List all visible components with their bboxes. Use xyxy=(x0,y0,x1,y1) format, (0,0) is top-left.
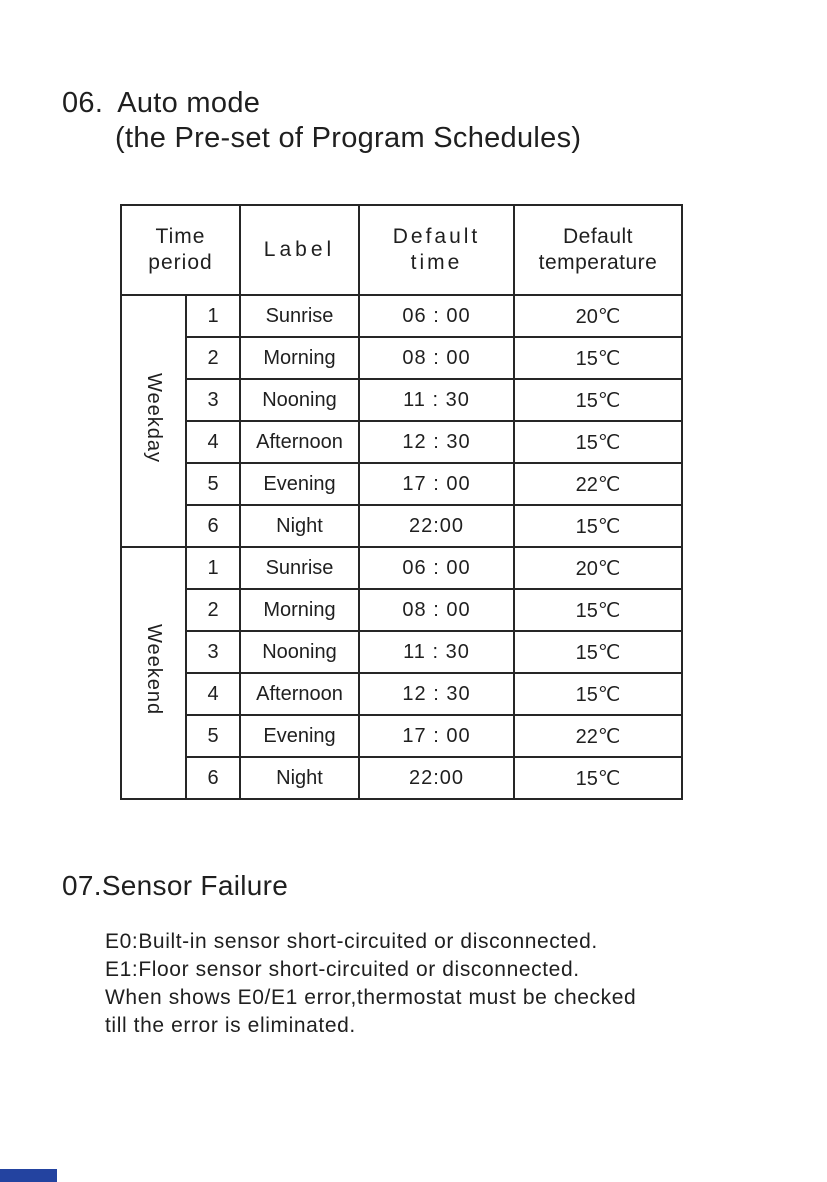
table-row xyxy=(121,295,682,337)
table-row xyxy=(121,715,682,757)
time-cell: 06 : 00 xyxy=(359,295,514,337)
temperature-cell: 15℃ xyxy=(514,673,682,715)
time-cell: 06 : 00 xyxy=(359,547,514,589)
time-cell: 11 : 30 xyxy=(359,379,514,421)
temperature-cell: 15℃ xyxy=(514,757,682,799)
sensor-failure-text xyxy=(105,928,827,1040)
label-cell: Morning xyxy=(240,589,359,631)
temperature-cell: 15℃ xyxy=(514,505,682,547)
table-row xyxy=(121,463,682,505)
temperature-cell: 22℃ xyxy=(514,463,682,505)
sensor-failure-line: When shows E0/E1 error,thermostat must be checked xyxy=(105,986,637,1009)
sensor-failure-line: E1:Floor sensor short-circuited or disconnected. xyxy=(105,958,580,981)
row-number-cell: 2 xyxy=(186,337,240,379)
label-cell: Night xyxy=(240,505,359,547)
time-cell: 17 : 00 xyxy=(359,715,514,757)
group-label-weekday: Weekday xyxy=(121,295,186,547)
sensor-failure-line: till the error is eliminated. xyxy=(105,1014,356,1037)
col-header-default-temperature: Default temperature xyxy=(514,205,682,295)
table-header-row xyxy=(121,205,682,295)
label-cell: Evening xyxy=(240,715,359,757)
section-06-heading xyxy=(62,86,827,156)
col-header-label: Label xyxy=(240,205,359,295)
table-row xyxy=(121,379,682,421)
row-number-cell: 2 xyxy=(186,589,240,631)
label-cell: Nooning xyxy=(240,379,359,421)
row-number-cell: 5 xyxy=(186,715,240,757)
temperature-cell: 15℃ xyxy=(514,631,682,673)
section-07-heading: 07.Sensor Failure xyxy=(62,870,289,901)
row-number-cell: 1 xyxy=(186,547,240,589)
table-row xyxy=(121,421,682,463)
row-number-cell: 4 xyxy=(186,421,240,463)
row-number-cell: 3 xyxy=(186,379,240,421)
table-row xyxy=(121,673,682,715)
section-06-number: 06. xyxy=(62,87,104,119)
time-cell: 12 : 30 xyxy=(359,673,514,715)
footer-accent-bar xyxy=(0,1169,57,1182)
time-cell: 22:00 xyxy=(359,757,514,799)
label-cell: Morning xyxy=(240,337,359,379)
row-number-cell: 6 xyxy=(186,505,240,547)
table-row xyxy=(121,547,682,589)
table-row xyxy=(121,631,682,673)
row-number-cell: 5 xyxy=(186,463,240,505)
col-header-time-period: Time period xyxy=(121,205,240,295)
temperature-cell: 15℃ xyxy=(514,589,682,631)
group-label-weekend: Weekend xyxy=(121,547,186,799)
temperature-cell: 20℃ xyxy=(514,547,682,589)
temperature-cell: 15℃ xyxy=(514,379,682,421)
table-row xyxy=(121,589,682,631)
time-cell: 17 : 00 xyxy=(359,463,514,505)
time-cell: 08 : 00 xyxy=(359,589,514,631)
label-cell: Night xyxy=(240,757,359,799)
table-row xyxy=(121,757,682,799)
label-cell: Afternoon xyxy=(240,421,359,463)
program-schedule-table xyxy=(120,204,683,800)
sensor-failure-line: E0:Built-in sensor short-circuited or disconnected. xyxy=(105,930,598,953)
temperature-cell: 22℃ xyxy=(514,715,682,757)
temperature-cell: 20℃ xyxy=(514,295,682,337)
section-06-title: Auto mode xyxy=(117,87,261,119)
section-06-subtitle: (the Pre-set of Program Schedules) xyxy=(115,122,582,154)
label-cell: Afternoon xyxy=(240,673,359,715)
time-cell: 12 : 30 xyxy=(359,421,514,463)
table-row xyxy=(121,337,682,379)
temperature-cell: 15℃ xyxy=(514,337,682,379)
col-header-default-time: Default time xyxy=(359,205,514,295)
time-cell: 11 : 30 xyxy=(359,631,514,673)
row-number-cell: 6 xyxy=(186,757,240,799)
table-row xyxy=(121,505,682,547)
row-number-cell: 3 xyxy=(186,631,240,673)
label-cell: Evening xyxy=(240,463,359,505)
row-number-cell: 4 xyxy=(186,673,240,715)
row-number-cell: 1 xyxy=(186,295,240,337)
temperature-cell: 15℃ xyxy=(514,421,682,463)
time-cell: 08 : 00 xyxy=(359,337,514,379)
label-cell: Nooning xyxy=(240,631,359,673)
label-cell: Sunrise xyxy=(240,295,359,337)
section-06-heading-line1 xyxy=(62,86,827,121)
label-cell: Sunrise xyxy=(240,547,359,589)
time-cell: 22:00 xyxy=(359,505,514,547)
